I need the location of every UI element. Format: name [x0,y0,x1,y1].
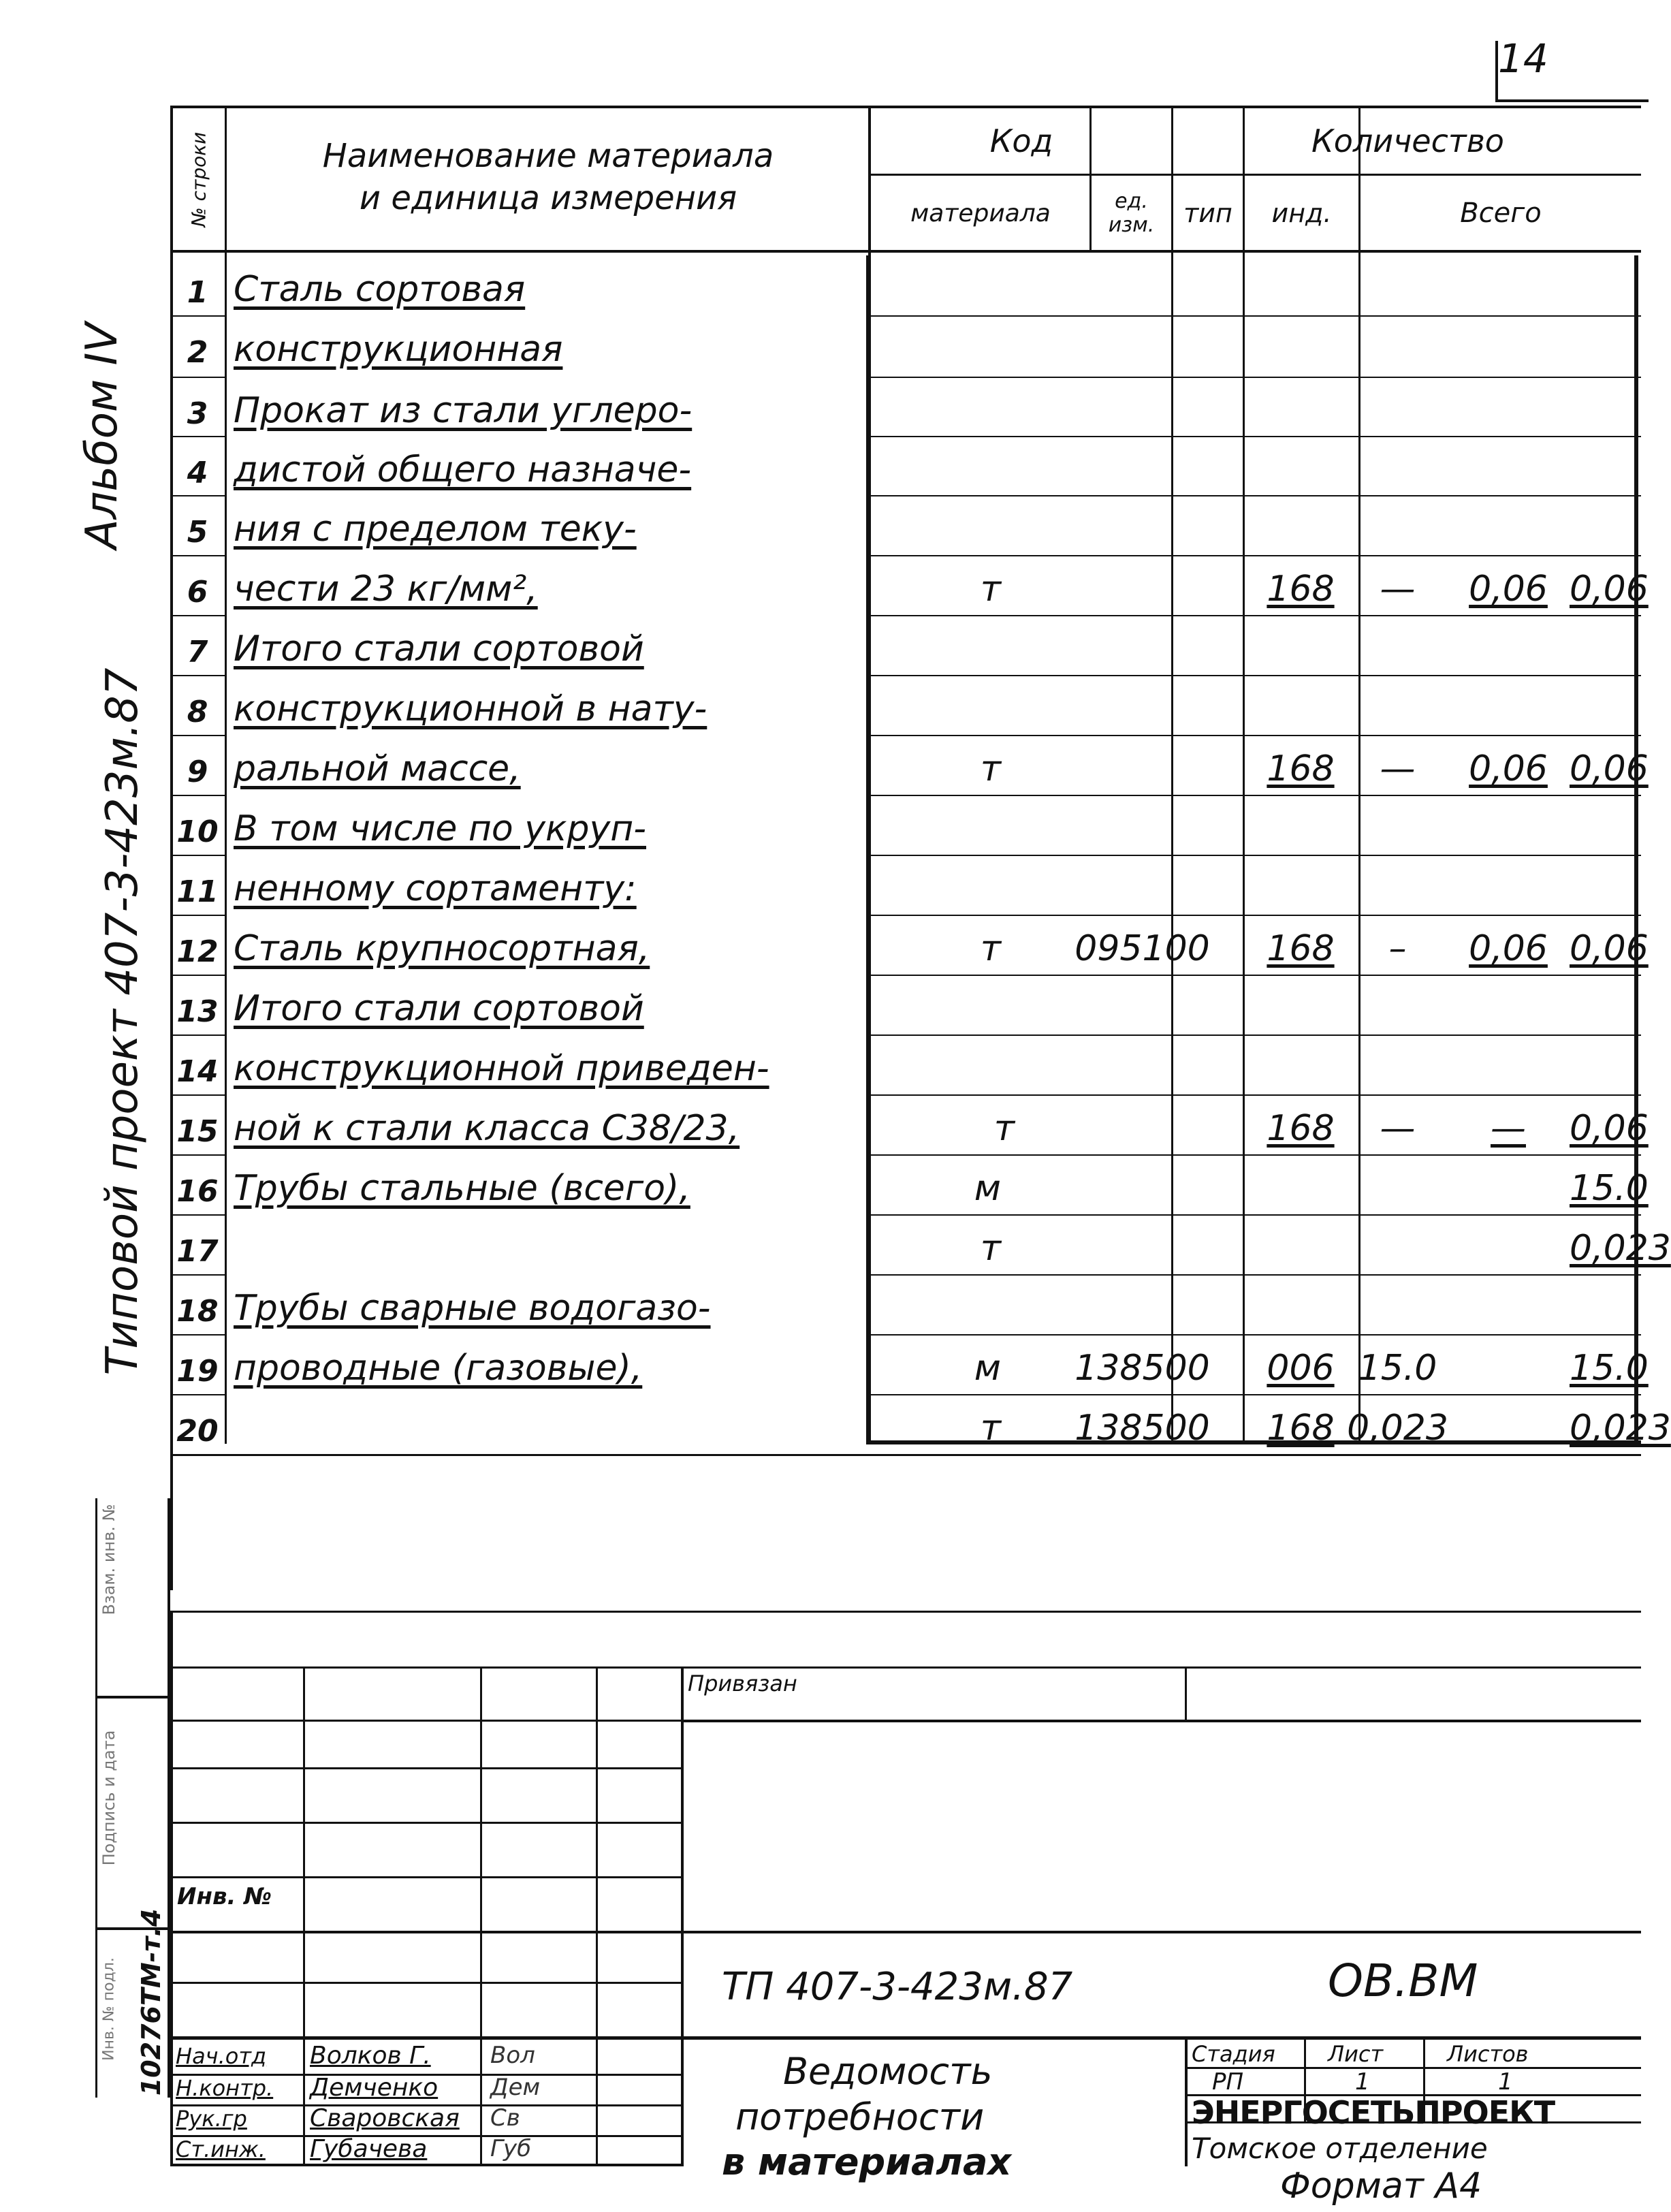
unit-code: 168 [1267,748,1335,789]
table-row [170,735,1649,796]
row-number: 1 [187,275,208,310]
table-row [170,555,1649,616]
sheets-value: 1 [1498,2068,1513,2096]
signatory-signature: Св [490,2104,520,2132]
code-unit-header: ед. изм. [1108,189,1155,237]
signatory-name: Демченко [310,2074,439,2102]
stage-label: Стадия [1192,2041,1275,2067]
quantity-total: 0,023 [1570,1408,1671,1449]
table-row [170,1034,1641,1096]
quantity-type: 15.0 [1358,1348,1437,1389]
row-number: 13 [176,994,219,1029]
table-row [170,1394,1671,1455]
table-row [170,495,1641,556]
table-row [170,675,1641,736]
row-number: 10 [176,815,219,849]
material-code [1025,735,1260,796]
quantity-total: 0,06 [1570,569,1649,610]
material-name: ральной массе, [234,748,521,789]
signatory-signature: Вол [490,2042,535,2069]
unit-code: 168 [1267,569,1335,610]
quantity-individual: — [1491,1108,1526,1149]
row-number: 12 [176,934,219,969]
row-number: 11 [176,874,219,909]
signatory-role: Нач.отд [176,2043,267,2069]
table-row [170,315,1641,377]
quantity-header: Количество [1311,123,1504,159]
material-unit: м [974,1348,1001,1389]
table-row [170,975,1641,1036]
material-name: Сталь сортовая [234,269,526,310]
row-number: 2 [187,335,208,370]
row-number: 5 [187,515,208,550]
unit-code: 168 [1267,1108,1335,1149]
material-name: В том числе по укруп- [234,808,646,849]
album-label: Альбом IV [77,322,127,550]
table-row [170,615,1641,676]
inventory-number-label: Инв. № [177,1883,272,1910]
table-row [170,1094,1649,1156]
signatory-role: Рук.гр [176,2106,247,2132]
row-number: 6 [187,575,208,610]
quantity-individual: 0,06 [1469,569,1548,610]
organization-name: ЭНЕРГОСЕТЬПРОЕКТ [1192,2094,1555,2131]
organization-branch: Томское отделение [1192,2132,1488,2165]
name-header: Наименование материала и единица измерения [322,136,774,217]
quantity-individual: 0,06 [1469,928,1548,969]
code-material-header: материала [910,199,1051,227]
row-number: 15 [176,1114,219,1149]
quantity-type-header: тип [1183,198,1232,228]
material-unit: т [993,1108,1015,1149]
project-label: Типовой проект 407-3-423м.87 [97,667,148,1376]
quantity-total: 0,06 [1570,928,1649,969]
material-name: Трубы стальные (всего), [234,1168,690,1209]
material-name: проводные (газовые), [234,1348,643,1389]
quantity-total: 0,06 [1570,1108,1649,1149]
quantity-individual: 0,06 [1469,748,1548,789]
quantity-total: 0,06 [1570,748,1649,789]
unit-code: 168 [1267,928,1335,969]
material-name: Трубы сварные водогазо- [234,1288,711,1329]
quantity-individual [1454,1214,1563,1276]
material-unit: м [974,1168,1001,1209]
title-block [170,1611,1641,2183]
row-number: 17 [176,1234,219,1269]
inventory-code: 10276ТМ-т.4 [136,1908,166,2096]
material-name [228,1214,1018,1276]
quantity-type: — [1380,748,1416,789]
table-row [170,1154,1649,1216]
material-name: конструкционной приведен- [234,1048,769,1089]
document-code: ТП 407-3-423м.87 [722,1965,1073,2009]
quantity-total: 0,023 [1570,1228,1671,1269]
document-mark: ОВ.ВМ [1328,1955,1478,2007]
sheet-number: 14 [1498,35,1548,82]
material-name: Итого стали сортовой [234,629,644,669]
side-field-replace-inv: Взам. инв. № [99,1504,118,1615]
unit-code [1260,1214,1341,1276]
side-field-signature-date: Подпись и дата [99,1730,118,1866]
table-row [170,1274,1641,1336]
table-row [170,377,1641,438]
quantity-individual-header: инд. [1271,198,1332,228]
row-number: 19 [176,1354,219,1389]
sheet-label: Лист [1328,2041,1384,2067]
material-unit: т [980,1228,1001,1269]
material-unit: т [980,1408,1001,1449]
table-row [170,1334,1649,1395]
code-header: Код [989,123,1053,159]
table-row [170,436,1641,497]
quantity-type [1341,1154,1454,1216]
side-field-inv-original: Инв. № подл. [100,1957,118,2061]
table-row [170,795,1641,856]
row-number: 7 [187,635,208,669]
title-line-1: Ведомость [783,2050,993,2093]
table-row [170,855,1641,916]
material-name: ния с пределом теку- [234,509,637,550]
material-name: дистой общего назначе- [234,449,692,490]
quantity-type: – [1388,928,1407,969]
signatory-signature: Дем [490,2074,541,2101]
row-number: 9 [187,755,208,789]
quantity-individual [1454,1334,1563,1395]
signatory-name: Губачева [310,2135,428,2163]
material-code: 138500 [1075,1408,1210,1449]
material-unit: т [980,748,1001,789]
stage-value: РП [1212,2068,1244,2096]
row-number-header: № строки [187,131,210,227]
row-number: 18 [176,1294,219,1329]
material-name: Сталь крупносортная, [234,928,650,969]
material-name: чести 23 кг/мм², [234,569,538,610]
signatory-role: Н.контр. [176,2075,274,2101]
sheet-value: 1 [1355,2068,1370,2096]
material-name: ненному сортаменту: [234,868,637,909]
row-number: 3 [187,396,208,431]
quantity-total-header: Всего [1460,198,1542,229]
quantity-total: 15.0 [1570,1348,1649,1389]
row-number: 8 [187,695,208,729]
signatory-name: Сваровская [310,2104,460,2132]
quantity-type: 0,023 [1347,1408,1448,1449]
quantity-type: — [1380,1108,1416,1149]
material-name: Итого стали сортовой [234,988,644,1029]
material-code [1025,1094,1260,1156]
row-number: 20 [176,1414,219,1449]
paper-format: Формат А4 [1280,2166,1482,2207]
privyazan-label: Привязан [688,1671,797,1696]
signatory-role: Ст.инж. [176,2136,266,2162]
material-unit: т [980,928,1001,969]
signatory-signature: Губ [490,2135,532,2162]
quantity-total: 15.0 [1570,1168,1649,1209]
material-name [228,1394,1018,1455]
quantity-type [1341,1214,1454,1276]
quantity-individual [1454,1154,1563,1216]
quantity-type: — [1380,569,1416,610]
row-number: 16 [176,1174,219,1209]
material-code: 095100 [1075,928,1210,969]
table-row [170,915,1649,976]
table-row [170,255,1641,317]
material-unit: т [980,569,1001,610]
row-number: 14 [176,1054,219,1089]
material-code: 138500 [1075,1348,1210,1389]
sheets-label: Листов [1447,2041,1529,2067]
material-name: конструкционной в нату- [234,689,707,729]
material-code [1025,1154,1260,1216]
unit-code: 168 [1267,1408,1335,1449]
material-name: ной к стали класса С38/23, [234,1108,740,1149]
title-line-3: в материалах [722,2140,1012,2183]
material-code [1025,1214,1260,1276]
unit-code: 006 [1267,1348,1335,1389]
unit-code [1260,1154,1341,1216]
row-number: 4 [187,456,208,490]
quantity-individual [1454,1394,1563,1455]
table-row [170,1214,1671,1276]
material-code [1025,555,1260,616]
signatory-name: Волков Г. [310,2042,431,2070]
material-name: конструкционная [234,329,563,370]
table-header [170,106,1641,252]
material-name: Прокат из стали углеро- [234,390,693,431]
title-line-2: потребности [735,2096,985,2138]
